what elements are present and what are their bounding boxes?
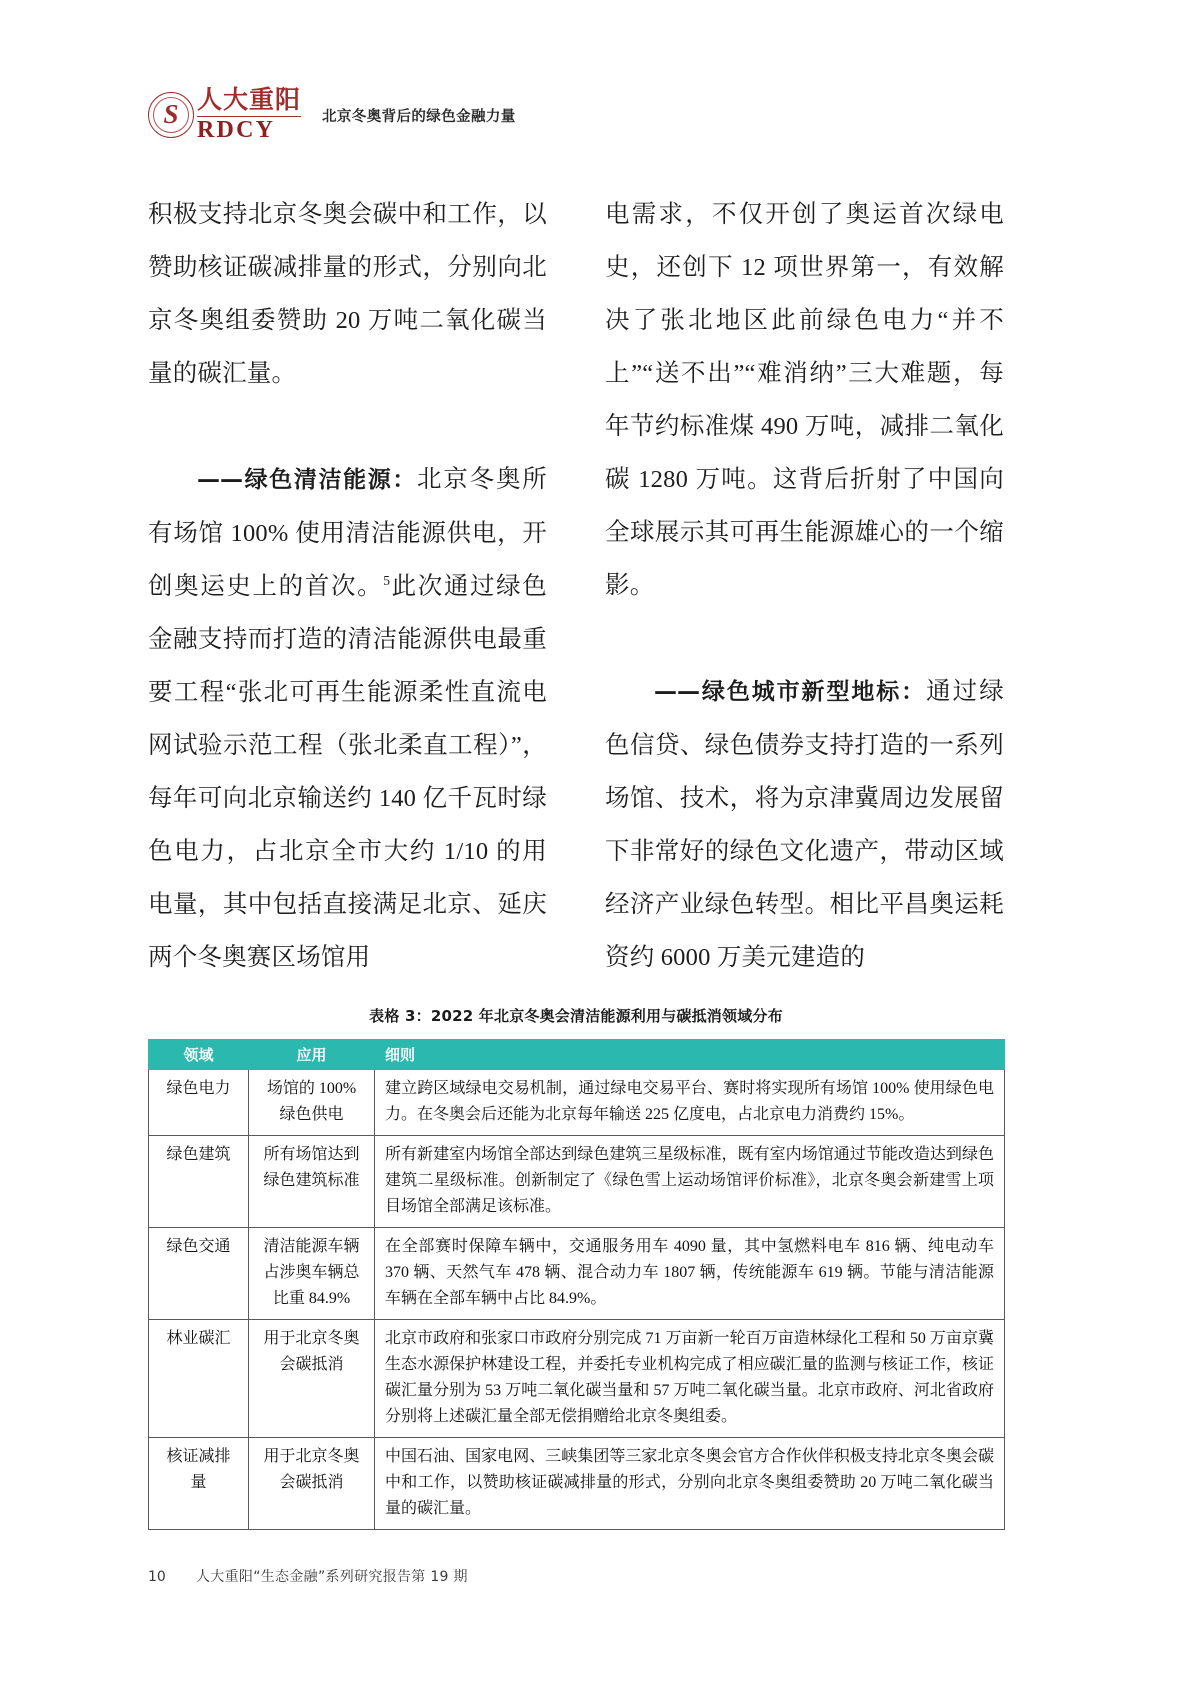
paragraph-carbon-sink: 积极支持北京冬奥会碳中和工作，以赞助核证碳减排量的形式，分别向北京冬奥组委赞助 20 万吨二氧化碳当量的碳汇量。 [148,201,547,387]
paragraph-clean-energy-opening: 北京冬奥 [417,466,523,493]
table-header-row [149,1040,1005,1070]
paragraph-green-power-continued: 电需求，不仅开创了奥运首次绿电史，还创下 12 项世界第一，有效解决了张北地区此前绿色电力“并不上”“送不出”“难消纳”三大难题，每年节约标准煤 490 万吨，减排二氧化碳 1280 万吨。这背后折射了中国向全球展示其可再生能源雄心的一个缩影。 [605,201,1004,599]
table-row [149,1228,1005,1320]
cell-detail: 建立跨区域绿电交易机制，通过绿电交易平台、赛时将实现所有场馆 100% 使用绿色电力。在冬奥会后还能为北京每年输送 225 亿度电，占北京电力消费约 15%。 [375,1070,1005,1136]
logo-wordmark [197,88,301,143]
cell-domain: 核证减排 量 [149,1438,249,1530]
cell-domain: 绿色电力 [149,1070,249,1136]
page-number: 10 [148,1569,166,1585]
table-row [149,1438,1005,1530]
logo-chinese-name: 人大重阳 [197,86,302,114]
article-body [148,188,1004,984]
table-block [148,1005,1004,1530]
subheading-green-city-landmark: ——绿色城市新型地标： [654,679,927,705]
clean-energy-table [148,1039,1005,1530]
paragraph-green-city-landmark [605,665,1004,984]
table-row [149,1320,1005,1438]
cell-detail: 中国石油、国家电网、三峡集团等三家北京冬奥会官方合作伙伴积极支持北京冬奥会碳中和工作，以赞助核证碳减排量的形式，分别向北京冬奥组委赞助 20 万吨二氧化碳当量的碳汇量。 [375,1438,1005,1530]
footer-series-text: 人大重阳“生态金融”系列研究报告第 19 期 [196,1569,468,1585]
page-header [148,82,1052,148]
paragraph-clean-energy [148,453,547,984]
rdcy-logo [148,84,302,146]
cell-domain: 林业碳汇 [149,1320,249,1438]
table-row [149,1070,1005,1136]
table-row [149,1136,1005,1228]
cell-detail: 所有新建室内场馆全部达到绿色建筑三星级标准，既有室内场馆通过节能改造达到绿色建筑二星级标准。创新制定了《绿色雪上运动场馆评价标准》，北京冬奥会新建雪上项目场馆全部满足该标准。 [375,1136,1005,1228]
cell-application: 所有场馆达到 绿色建筑标准 [249,1136,375,1228]
left-column [148,188,547,984]
cell-domain: 绿色交通 [149,1228,249,1320]
header-title: 北京冬奥背后的绿色金融力量 [322,108,516,125]
column-header-domain: 领域 [149,1040,249,1070]
page-footer [148,1566,1008,1586]
cell-domain: 绿色建筑 [149,1136,249,1228]
cell-application: 用于北京冬奥 会碳抵消 [249,1320,375,1438]
cell-application: 用于北京冬奥 会碳抵消 [249,1438,375,1530]
column-header-details: 细则 [375,1040,1005,1070]
seal-icon [148,92,194,138]
paragraph-green-city-body: 通过绿色信贷、绿色债券支持打造的一系列场馆、技术，将为京津冀周边发展留下非常好的绿色文化遗产，带动区域经济产业绿色转型。相比平昌奥运耗资约 6000 万美元建造的 [605,678,1004,971]
table-body [149,1070,1005,1530]
subheading-green-clean-energy: ——绿色清洁能源： [197,467,417,493]
table-caption: 表格 3：2022 年北京冬奥会清洁能源利用与碳抵消领域分布 [369,1007,783,1025]
logo-english-name: RDCY [197,117,276,144]
column-header-application: 应用 [249,1040,375,1070]
cell-detail: 在全部赛时保障车辆中，交通服务用车 4090 量，其中氢燃料电车 816 辆、纯电动车 370 辆、天然气车 478 辆、混合动力车 1807 辆，传统能源车 619 辆。节能与清洁能源车辆在全部车辆中占比 84.9%。 [375,1228,1005,1320]
paragraph-clean-energy-b: 此次通过绿色金融支持而打造的清洁能源供电最重要工程“张北可再生能源柔性直流电网试验示范工程（张北柔直工程）”，每年可向北京输送约 140 亿千瓦时绿色电力，占北京全市大约 1/10 的用电量，其中包括直接满足北京、延庆两个冬奥赛区场馆用 [148,573,547,971]
right-column [605,188,1004,984]
footnote-marker: 5 [383,572,391,588]
paragraph-clean-energy-a: 所有场馆 100% 使用清洁能源供电，开创奥运史上的首次。 [148,466,547,600]
cell-detail: 北京市政府和张家口市政府分别完成 71 万亩新一轮百万亩造林绿化工程和 50 万亩京冀生态水源保护林建设工程，并委托专业机构完成了相应碳汇量的监测与核证工作，核证碳汇量分别为 53 万吨二氧化碳当量和 57 万吨二氧化碳当量。北京市政府、河北省政府分别将上述碳汇量全部无偿捐赠给北京冬奥组委。 [375,1320,1005,1438]
cell-application: 清洁能源车辆 占涉奥车辆总 比重 84.9% [249,1228,375,1320]
cell-application: 场馆的 100% 绿色供电 [249,1070,375,1136]
seal-letter: S [163,98,179,129]
table-header [149,1040,1005,1070]
